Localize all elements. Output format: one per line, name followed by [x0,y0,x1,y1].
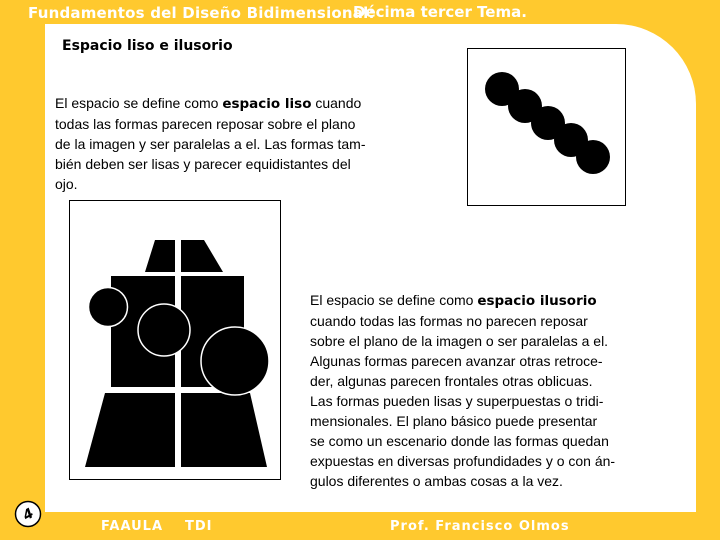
illusory-window-illustration [70,201,280,479]
illusory-line-7: se como un escenario donde las formas quedan [310,433,609,449]
illusory-line-8: expuestas en diversas profundidades y o con án- [310,453,616,469]
window-pane [181,393,267,467]
window-pane [181,240,223,272]
flat-line-2: todas las formas parecen reposar sobre el plano [55,116,356,132]
flat-intro-text: El espacio se define como [55,95,223,111]
flat-line-1: cuando [311,95,362,111]
circle [576,140,610,174]
flat-space-paragraph [55,93,423,194]
slide-title: Espacio liso e ilusorio [62,38,233,54]
topic-title: Décima tercer Tema. [353,3,527,21]
page-number: 4 [20,505,37,525]
flat-space-term: espacio liso [222,96,312,112]
course-title: Fundamentos del Diseño Bidimensional: [28,4,375,22]
footer-professor: Prof. Francisco Olmos [390,519,570,534]
illusory-line-5: Las formas pueden lisas y superpuestas o tridi- [310,393,604,409]
flat-space-figure [467,48,626,206]
flat-line-4: bién deben ser lisas y parecer equidistantes del [55,156,351,172]
circle [201,327,269,395]
illusory-space-figure [69,200,281,480]
illusory-space-paragraph [310,290,680,491]
illusory-line-2: sobre el plano de la imagen o ser paralelas a el. [310,333,609,349]
flat-line-5: ojo. [55,176,78,192]
illusory-space-term: espacio ilusorio [477,293,597,309]
illusory-intro-text: El espacio se define como [310,292,478,308]
header-bar [0,0,720,26]
illusory-line-4: der, algunas parecen frontales otras oblicuas. [310,373,593,389]
illusory-line-6: mensionales. El plano básico puede presentar [310,413,598,429]
circle [89,288,128,327]
window-pane [85,393,175,467]
illusory-line-3: Algunas formas parecen avanzar otras retroce- [310,353,603,369]
flat-circles-illustration [468,49,625,205]
window-pane [145,240,175,272]
page-number-badge [14,500,42,528]
circle [138,304,190,356]
flat-line-3: de la imagen y ser paralelas a el. Las formas tam- [55,136,366,152]
illusory-line-9: gulos diferentes o ambas cosas a la vez. [310,473,563,489]
footer-course-code: TDI [185,519,213,534]
illusory-line-1: cuando todas las formas no parecen reposar [310,313,588,329]
footer-school: FAAULA [101,519,164,534]
